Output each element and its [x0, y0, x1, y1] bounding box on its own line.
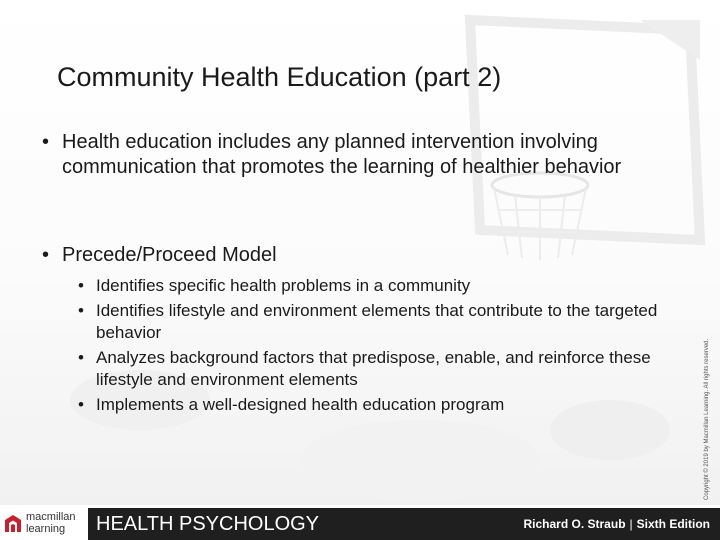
- publisher-line-2: learning: [26, 523, 66, 535]
- separator: |: [629, 517, 633, 531]
- author-edition: [524, 517, 711, 531]
- copyright-notice: Copyright © 2019 by Macmillan Learning. All rights reserved.: [704, 338, 710, 500]
- bullet-marker: •: [78, 276, 84, 295]
- sub-bullet-text: Analyzes background factors that predispose, enable, and reinforce these lifestyle and environment elements: [96, 348, 651, 389]
- publisher-line-1: macmillan: [26, 511, 76, 523]
- bullet-health-education: [42, 130, 662, 180]
- footer-bar: [88, 508, 720, 540]
- sub-bullet-text: Identifies lifestyle and environment elements that contribute to the targeted behavior: [96, 301, 658, 342]
- bullet-marker: •: [42, 244, 50, 266]
- author-name: Richard O. Straub: [523, 517, 626, 531]
- edition: Sixth Edition: [636, 517, 710, 531]
- bullet-text: Health education includes any planned intervention involving communication that promotes the learning of healthier behavior: [62, 131, 622, 178]
- book-title: HEALTH PSYCHOLOGY: [96, 513, 320, 535]
- bullet-marker: •: [78, 301, 84, 320]
- macmillan-logo-icon: [3, 512, 23, 534]
- bullet-precede-proceed: [42, 243, 662, 268]
- sub-bullet: [78, 394, 688, 416]
- sub-bullet: [78, 347, 688, 391]
- bullet-marker: •: [78, 395, 84, 414]
- sub-bullet: [78, 300, 688, 344]
- sub-bullet-text: Implements a well-designed health education program: [96, 395, 505, 414]
- publisher-name: [26, 511, 86, 535]
- slide-title: Community Health Education (part 2): [57, 62, 502, 92]
- sub-bullet: [78, 275, 688, 297]
- bullet-marker: •: [78, 348, 84, 367]
- bullet-text: Precede/Proceed Model: [62, 244, 277, 266]
- sub-bullet-text: Identifies specific health problems in a community: [96, 276, 471, 295]
- sub-bullet-list: [78, 275, 688, 419]
- footer: [0, 505, 720, 540]
- bullet-marker: •: [42, 131, 50, 153]
